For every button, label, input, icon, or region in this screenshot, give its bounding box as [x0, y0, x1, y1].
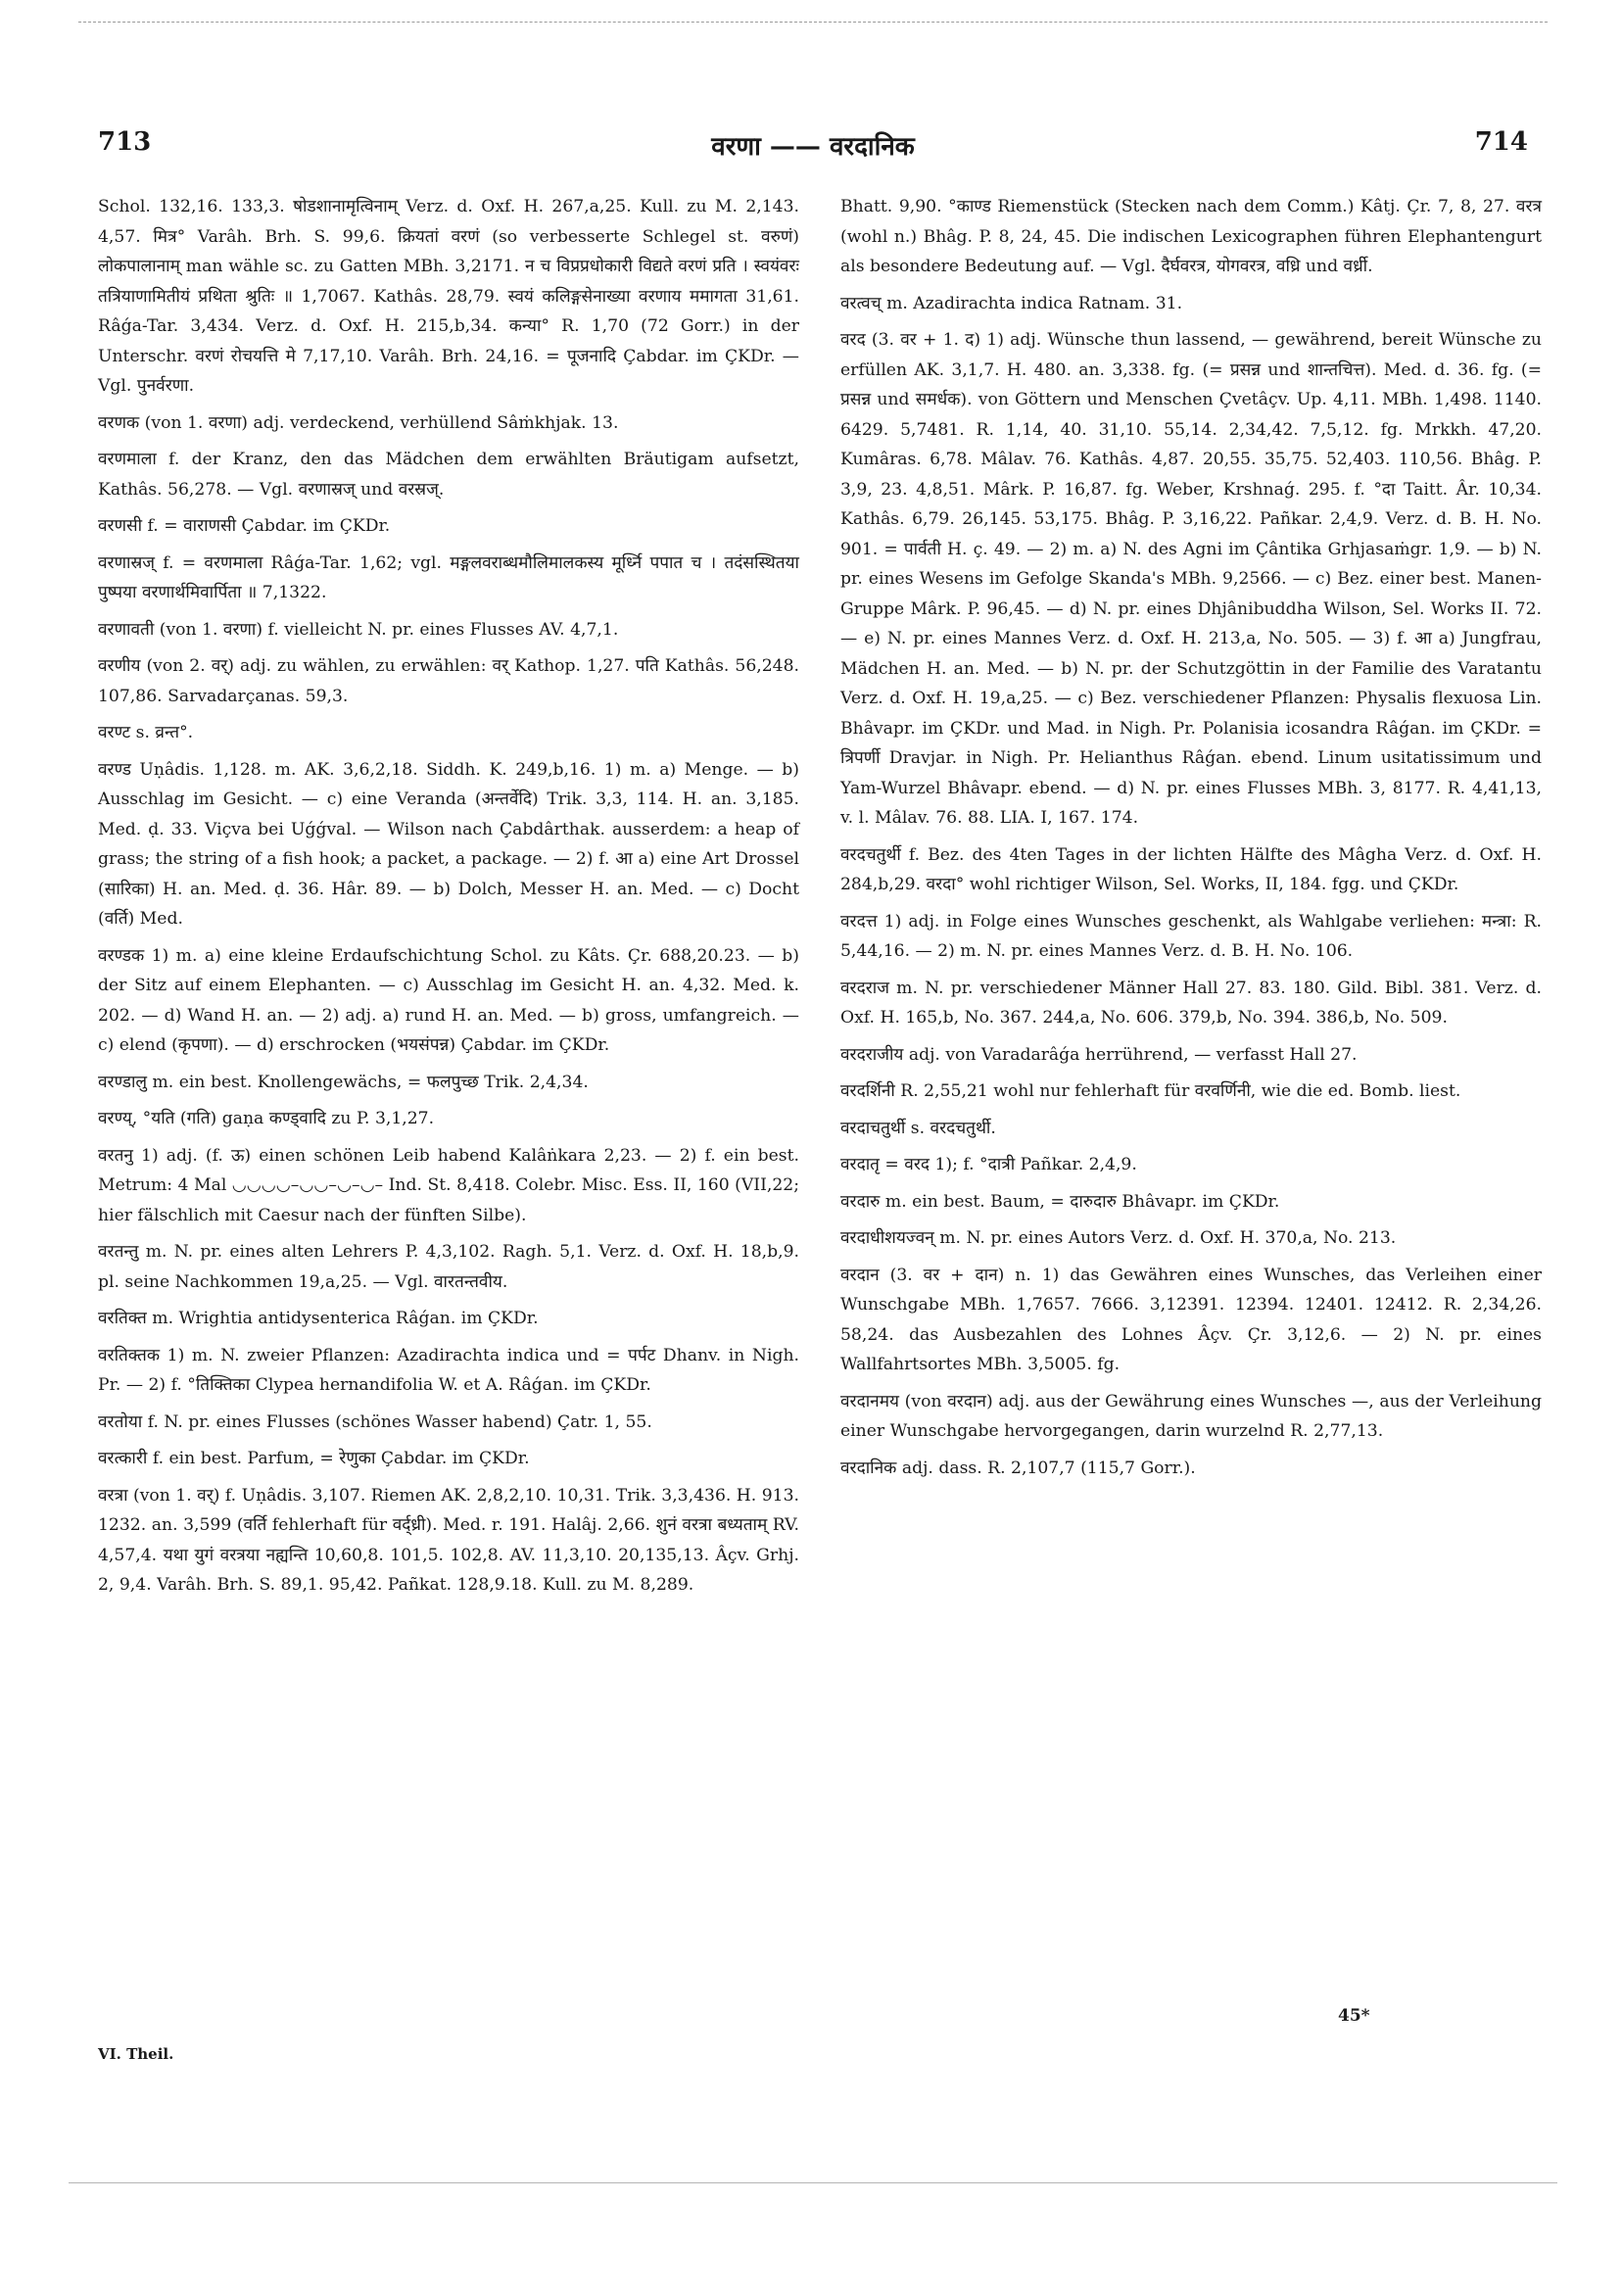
- dictionary-entry: वरण्य्, °यति (गति) gaṇa कण्ड्वादि zu P. 3,1,27.: [98, 1109, 435, 1128]
- dictionary-entry: वरदान (3. वर + दान) n. 1) das Gewähren eines Wunsches, das Verleihen einer Wunschgabe MBh. 1,7657. 7666. 3,12391. 12394. 12401. 12412. R. 2,34,26. 58,24. das Ausbezahlen des Lohnes Âçv. Çr. 3,12,6. — 2) N. pr. eines Wallfahrtsortes MBh. 3,5005. fg.: [840, 1265, 1542, 1374]
- left-column: [98, 192, 799, 2033]
- dictionary-entry: वरतिक्तक 1) m. N. zweier Pflanzen: Azadirachta indica und = पर्पट Dhanv. in Nigh. Pr. — 2) f. °तिक्तिका Clypea hernandifolia W. et A. Râǵan. im ÇKDr.: [98, 1345, 799, 1395]
- dictionary-entry: वरणमाला f. der Kranz, den das Mädchen dem erwählten Bräutigam aufsetzt, Kathâs. 56,278. — Vgl. वरणास्रज् und वरस्रज्.: [98, 450, 799, 500]
- dictionary-entry: वरदाधीशयज्वन् m. N. pr. eines Autors Verz. d. Oxf. H. 370,a, No. 213.: [840, 1228, 1397, 1248]
- dictionary-entry: वरतिक्त m. Wrightia antidysenterica Râǵan. im ÇKDr.: [98, 1309, 539, 1328]
- dictionary-entry: वरदानमय (von वरदान) adj. aus der Gewährung eines Wunsches —, aus der Verleihung einer Wunschgabe hervorgegangen, darin wurzelnd R. 2,77,13.: [840, 1391, 1542, 1441]
- bottom-rule: [69, 2182, 1557, 2183]
- dictionary-entry: वरदराज m. N. pr. verschiedener Männer Hall 27. 83. 180. Gild. Bibl. 381. Verz. d. Oxf. H. 165,b, No. 367. 244,a, No. 606. 379,b, No. 394. 386,b, No. 509.: [840, 978, 1542, 1028]
- dictionary-entry: वरणसी f. = वाराणसी Çabdar. im ÇKDr.: [98, 516, 391, 536]
- dictionary-entry: वरद (3. वर + 1. द) 1) adj. Wünsche thun lassend, — gewährend, bereit Wünsche zu erfüllen AK. 3,1,7. H. 480. an. 3,338. fg. (= प्रसन्न und शान्तचित्त). Med. d. 36. fg. (= प्रसन्न und समर्धक). von Göttern und Menschen Çvetâçv. Up. 4,11. MBh. 1,498. 1140. 6429. 5,7481. R. 1,14, 40. 31,10. 55,14. 2,34,42. 7,5,12. fg. Mrkkh. 47,20. Kumâras. 6,78. Mâlav. 76. Kathâs. 4,87. 20,55. 35,75. 52,403. 110,56. Bhâg. P. 3,9, 23. 4,8,51. Mârk. P. 16,87. fg. Weber, Krshnaǵ. 295. f. °दा Taitt. Âr. 10,34. Kathâs. 6,79. 26,145. 53,175. Bhâg. P. 3,16,22. Pañkar. 2,4,9. Verz. d. B. H. No. 901. = पार्वती H. ç. 49. — 2) m. a) N. des Agni im Çântika Grhjasaṁgr. 1,9. — b) N. pr. eines Wesens im Gefolge Skanda's MBh. 9,2566. — c) Bez. einer best. Manen-Gruppe Mârk. P. 96,45. — d) N. pr. eines Dhjânibuddha Wilson, Sel. Works II. 72. — e) N. pr. eines Mannes Verz. d. Oxf. H. 213,a, No. 505. — 3) f. आ a) Jungfrau, Mädchen H. an. Med. — b) N. pr. der Schutzgöttin in der Familie des Varatantu Verz. d. Oxf. H. 19,a,25. — c) Bez. verschiedener Pflanzen: Physalis flexuosa Lin. Bhâvapr. im ÇKDr. und Mad. in Nigh. Pr. Polanisia icosandra Râǵan. im ÇKDr. = त्रिपर्णी Dravjar. in Nigh. Pr. Helianthus Râǵan. ebend. Linum usitatissimum und Yam-Wurzel Bhâvapr. ebend. — d) N. pr. eines Flusses MBh. 3, 8177. R. 4,41,13, v. l. Mâlav. 76. 88. LIA. I, 167. 174.: [840, 330, 1542, 828]
- running-title: वरणा —— वरदानिक: [711, 132, 915, 162]
- dictionary-entry: वरत्कारी f. ein best. Parfum, = रेणुका Çabdar. im ÇKDr.: [98, 1449, 530, 1468]
- dictionary-entry: वरण्डालु m. ein best. Knollengewächs, = फलपुच्छ Trik. 2,4,34.: [98, 1072, 589, 1092]
- dictionary-entry: वरदचतुर्थी f. Bez. des 4ten Tages in der lichten Hälfte des Mâgha Verz. d. Oxf. H. 284,b,29. वरदा° wohl richtiger Wilson, Sel. Works, II, 184. fgg. und ÇKDr.: [840, 844, 1542, 894]
- right-column: [840, 192, 1542, 2014]
- page-header: [98, 127, 1528, 170]
- dictionary-entry: वरणक (von 1. वरणा) adj. verdeckend, verhüllend Sâṁkhjak. 13.: [98, 412, 619, 433]
- dictionary-entry: वरदातृ = वरद 1); f. °दात्री Pañkar. 2,4,9.: [840, 1155, 1137, 1174]
- dictionary-entry: वरण्डक 1) m. a) eine kleine Erdaufschichtung Schol. zu Kâts. Çr. 688,20.23. — b) der Sitz auf einem Elephanten. — c) Ausschlag im Gesicht H. an. 4,32. Med. k. 202. — d) Wand H. an. — 2) adj. a) rund H. an. Med. — b) gross, umfangreich. — c) elend (कृपणा). — d) erschrocken (भयसंपन्न) Çabdar. im ÇKDr.: [98, 945, 799, 1055]
- dictionary-entry: वरदाचतुर्थी s. वरदचतुर्थी.: [840, 1118, 996, 1138]
- signature-mark: VI. Theil.: [98, 2045, 174, 2063]
- dictionary-entry: वरतोया f. N. pr. eines Flusses (schönes Wasser habend) Çatr. 1, 55.: [98, 1411, 652, 1432]
- dictionary-entry: वरणास्रज् f. = वरणमाला Râǵa-Tar. 1,62; vgl. मङ्गलवराब्धमौलिमालकस्य मूर्ध्नि पपात च । तदंसस्थितया पुष्पया वरणार्थमिवार्पिता ॥ 7,1322.: [98, 552, 799, 602]
- dictionary-entry: वरत्वच् m. Azadirachta indica Ratnam. 31.: [840, 293, 1183, 313]
- dictionary-entry: वरणावती (von 1. वरणा) f. vielleicht N. pr. eines Flusses AV. 4,7,1.: [98, 619, 619, 640]
- dictionary-entry: वरदर्शिनी R. 2,55,21 wohl nur fehlerhaft für वरवर्णिनी, wie die ed. Bomb. liest.: [840, 1081, 1461, 1101]
- dictionary-entry: वरतन्तु m. N. pr. eines alten Lehrers P. 4,3,102. Ragh. 5,1. Verz. d. Oxf. H. 18,b,9. pl. seine Nachkommen 19,a,25. — Vgl. वारतन्तवीय.: [98, 1242, 799, 1292]
- dictionary-entry: Schol. 132,16. 133,3. षोडशानामृत्विनाम् Verz. d. Oxf. H. 267,a,25. Kull. zu M. 2,143. 4,57. मित्र° Varâh. Brh. S. 99,6. क्रियतां वरणं (so verbesserte Schlegel st. वरुणं) लोकपालानाम् man wähle sc. zu Gatten MBh. 3,2171. न च विप्रप्रधोकारी विद्यते वरणं प्रति । स्वयंवरः तत्रियाणामितीयं प्रथिता श्रुतिः ॥ 1,7067. Kathâs. 28,79. स्वयं कलिङ्गसेनाख्या वरणाय ममागता 31,61. Râǵa-Tar. 3,434. Verz. d. Oxf. H. 215,b,34. कन्या° R. 1,70 (72 Gorr.) in der Unterschr. वरणं रोचयत्ति मे 7,17,10. Varâh. Brh. 24,16. = पूजनादि Çabdar. im ÇKDr. — Vgl. पुनर्वरणा.: [98, 197, 799, 396]
- dictionary-entry: वरत्रा (von 1. वर्) f. Uṇâdis. 3,107. Riemen AK. 2,8,2,10. 10,31. Trik. 3,3,436. H. 913. 1232. an. 3,599 (वर्ति fehlerhaft für वर्द्ध्री). Med. r. 191. Halâj. 2,66. शुनं वरत्रा बध्यताम् RV. 4,57,4. यथा युगं वरत्रया नह्यन्ति 10,60,8. 101,5. 102,8. AV. 11,3,10. 20,135,13. Âçv. Grhj. 2, 9,4. Varâh. Brh. S. 89,1. 95,42. Pañkat. 128,9.18. Kull. zu M. 8,289.: [98, 1485, 799, 1595]
- page-number-left: 713: [98, 127, 152, 157]
- dictionary-entry: वरदत्त 1) adj. in Folge eines Wunsches geschenkt, als Wahlgabe verliehen: मन्त्रा: R. 5,44,16. — 2) m. N. pr. eines Mannes Verz. d. B. H. No. 106.: [840, 911, 1542, 961]
- dictionary-entry: वरण्ट s. व्रन्त°.: [98, 723, 194, 742]
- top-dashed-rule: [78, 22, 1548, 23]
- dictionary-entry: वरण्ड Uṇâdis. 1,128. m. AK. 3,6,2,18. Siddh. K. 249,b,16. 1) m. a) Menge. — b) Ausschlag im Gesicht. — c) eine Veranda (अन्तर्वेदि) Trik. 3,3, 114. H. an. 3,185. Med. ḍ. 33. Viçva bei Uǵǵval. — Wilson nach Çabdârthak. ausserdem: a heap of grass; the string of a fish hook; a packet, a package. — 2) f. आ a) eine Art Drossel (सारिका) H. an. Med. ḍ. 36. Hâr. 89. — b) Dolch, Messer H. an. Med. — c) Docht (वर्ति) Med.: [98, 759, 799, 929]
- sheet-number: 45*: [1338, 2006, 1370, 2026]
- page-number-right: 714: [1474, 127, 1528, 157]
- dictionary-entry: Bhatt. 9,90. °काण्ड Riemenstück (Stecken nach dem Comm.) Kâtj. Çr. 7, 8, 27. वरत्र (wohl n.) Bhâg. P. 8, 24, 45. Die indischen Lexicographen führen Elephantengurt als besondere Bedeutung auf. — Vgl. दैर्घवरत्र, योगवरत्र, वध्रि und वर्ध्री.: [840, 197, 1542, 276]
- dictionary-entry: वरणीय (von 2. वर्) adj. zu wählen, zu erwählen: वर् Kathop. 1,27. पति Kathâs. 56,248. 107,86. Sarvadarçanas. 59,3.: [98, 656, 799, 706]
- dictionary-entry: वरदराजीय adj. von Varadarâǵa herrührend, — verfasst Hall 27.: [840, 1044, 1358, 1065]
- dictionary-entry: वरतनु 1) adj. (f. ऊ) einen schönen Leib habend Kalâṅkara 2,23. — 2) f. ein best. Metrum: 4 Mal ◡◡◡◡–◡◡–◡–◡– Ind. St. 8,418. Colebr. Misc. Ess. II, 160 (VII,22; hier fälschlich mit Caesur nach der fünften Silbe).: [98, 1145, 799, 1225]
- dictionary-entry: वरदारु m. ein best. Baum, = दारुदारु Bhâvapr. im ÇKDr.: [840, 1191, 1280, 1212]
- dictionary-entry: वरदानिक adj. dass. R. 2,107,7 (115,7 Gorr.).: [840, 1458, 1196, 1478]
